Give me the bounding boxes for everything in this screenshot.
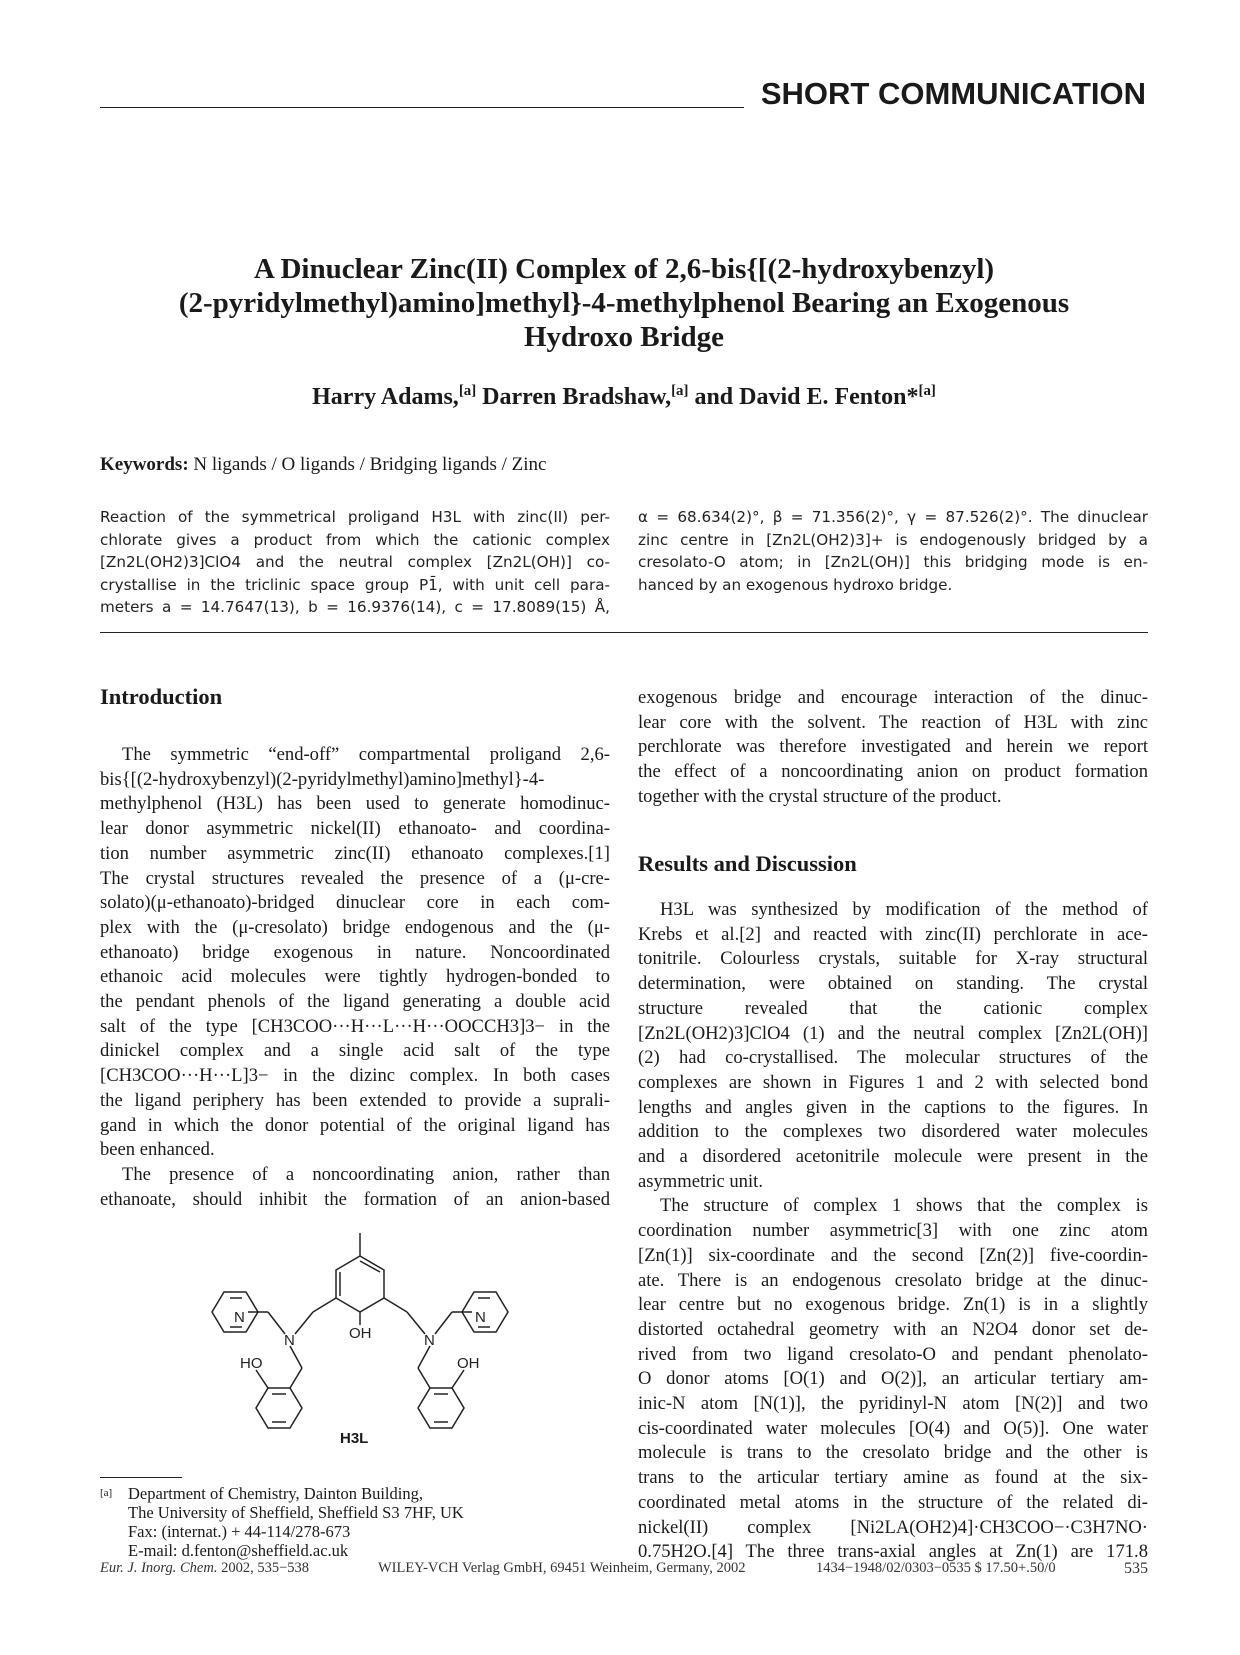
body-line: the effect of a noncoordinating anion on product formation [638,761,1148,783]
body-line: lear core with the solvent. The reaction of H3L with zinc [638,711,1148,733]
body-line: The symmetric “end-off” compartmental proligand 2,6- [122,744,610,765]
body-line: asymmetric unit. [638,1170,763,1192]
body-line: gand in which the donor potential of the original ligand has [100,1114,610,1136]
body-line: lear centre but no exogenous bridge. Zn(1) is in a slightly [638,1294,1148,1316]
atom-label: N [234,1309,245,1326]
abstract-rule [100,632,1148,633]
body-line: ethanoato) bridge exogenous in nature. Noncoordinated [100,941,610,963]
body-line: (2) had co-crystallised. The molecular structures of the [638,1047,1148,1069]
author-list [100,384,1148,411]
body-line: ate. There is an endogenous cresolato bridge at the dinuc- [638,1269,1148,1291]
body-line: H3L was synthesized by modification of the method of [660,899,1148,920]
body-line: and a disordered acetonitrile molecule were present in the [638,1146,1148,1168]
atom-label: HO [240,1355,263,1372]
body-line: distorted octahedral geometry with an N2O4 donor set de- [638,1318,1148,1340]
body-line: 0.75H2O.[4] The three trans-axial angles at Zn(1) are 171.8 [638,1541,1148,1563]
footer-issn: 1434−1948/02/0303−0535 $ 17.50+.50/0 [816,1560,1056,1576]
body-line: addition to the complexes two disordered water molecules [638,1121,1148,1143]
body-line: lear donor asymmetric nickel(II) ethanoato- and coordina- [100,818,610,840]
author-name: and David E. Fenton* [688,384,919,410]
body-line: the pendant phenols of the ligand generating a double acid [100,991,610,1013]
body-line: determination, were obtained on standing. The crystal [638,973,1148,995]
body-line: salt of the type [CH3COO···H···L···H···OOCCH3]3− in the [100,1015,610,1037]
body-line: trans to the articular tertiary amine as found at the six- [638,1467,1148,1489]
intro-paragraph-1 [100,743,610,1212]
body-line: The structure of complex 1 shows that the complex is [660,1195,1148,1217]
section-label: SHORT COMMUNICATION [760,76,1146,111]
body-line: [Zn(1)] six-coordinate and the second [Zn(2)] five-coordin- [638,1244,1148,1266]
body-line: bis{[(2-hydroxybenzyl)(2-pyridylmethyl)amino]methyl}-4- [100,768,545,790]
body-line: [Zn2L(OH2)3]ClO4 (1) and the neutral complex [Zn2L(OH)] [638,1022,1148,1044]
abstract-line: zinc centre in [Zn2L(OH2)3]+ is endogenously bridged by a [638,530,1148,549]
body-line: The presence of a noncoordinating anion, rather than [122,1163,610,1185]
body-line: together with the crystal structure of the product. [638,785,1002,807]
abstract-left [100,506,610,619]
body-line: exogenous bridge and encourage interaction of the dinuc- [638,687,1148,708]
keywords-text: N ligands / O ligands / Bridging ligands / Zinc [188,454,547,475]
title-line: Hydroxo Bridge [523,321,725,353]
footer-publisher: WILEY-VCH Verlag GmbH, 69451 Weinheim, Germany, 2002 [378,1560,746,1576]
author-affiliation: [a] [671,383,689,399]
right-column-continuation [638,686,1148,810]
body-line: tion number asymmetric zinc(II) ethanoato complexes.[1] [100,842,610,864]
title-line: A Dinuclear Zinc(II) Complex of 2,6-bis{[(2-hydroxybenzyl) [253,253,995,285]
central-ring [336,1256,384,1312]
atom-label: OH [349,1325,372,1342]
author-affiliation: [a] [458,383,477,399]
body-line: perchlorate was therefore investigated and herein we report [638,736,1148,758]
body-line: molecule is trans to the cresolato bridge and the other is [638,1442,1148,1464]
body-line: structure revealed that the cationic complex [638,997,1148,1019]
body-line: coordinated metal atoms in the structure of the related di- [638,1491,1148,1513]
footnote-email[interactable]: E-mail: d.fenton@sheffield.ac.uk [128,1541,349,1560]
body-line: O donor atoms [O(1) and O(2)], an articular tertiary am- [638,1368,1148,1390]
header-rule [100,107,744,108]
body-line: dinickel complex and a single acid salt of the type [100,1040,610,1062]
abstract-line: meters a = 14.7647(13), b = 16.9376(14), c = 17.8089(15) Å, [100,598,610,616]
body-line: The crystal structures revealed the presence of a (μ-cre- [100,867,610,889]
body-line: ethanoate, should inhibit the formation of an anion-based [100,1188,610,1210]
ligand-structure [210,1228,510,1450]
body-line: [CH3COO···H···L]3− in the dizinc complex. In both cases [100,1065,610,1087]
body-line: cis-coordinated water molecules [O(4) and O(5)]. One water [638,1417,1148,1439]
footer-citation [100,1560,309,1577]
footer-journal: Eur. J. Inorg. Chem. [100,1560,218,1576]
abstract-line: Reaction of the symmetrical proligand H3L with zinc(II) per- [100,508,610,526]
footer-year-pages: 2002, 535−538 [217,1560,310,1576]
body-line: coordination number asymmetric[3] with one zinc atom [638,1220,1148,1242]
abstract-line: hanced by an exogenous hydroxo bridge. [638,575,953,594]
abstract-line: cresolato-O atom; in [Zn2L(OH)] this bridging mode is en- [638,553,1148,571]
abstract-line: chlorate gives a product from which the cationic complex [100,530,610,549]
body-line: inic-N atom [N(1)], the pyridinyl-N atom [N(2)] and two [638,1393,1148,1415]
section-heading-results: Results and Discussion [638,851,857,876]
author-name: Harry Adams, [312,384,459,410]
body-line: nickel(II) complex [Ni2LA(OH2)4]·CH3COO−·C3H7NO· [638,1516,1148,1538]
abstract-right [638,506,1148,596]
footnote-line: Fax: (internat.) + 44-114/278-673 [128,1522,351,1541]
body-line: rived from two ligand cresolato-O and pendant phenolato- [638,1343,1148,1365]
body-line: complexes are shown in Figures 1 and 2 with selected bond [638,1071,1148,1093]
footnote-line: Department of Chemistry, Dainton Building, [128,1484,423,1503]
author-affiliation: [a] [918,383,936,399]
footnote-line: The University of Sheffield, Sheffield S3 7HF, UK [128,1503,464,1522]
body-line: Krebs et al.[2] and reacted with zinc(II) perchlorate in ace- [638,923,1148,945]
body-line: methylphenol (H3L) has been used to generate homodinuc- [100,793,610,815]
atom-label: N [424,1332,435,1349]
abstract-line: α = 68.634(2)°, β = 71.356(2)°, γ = 87.526(2)°. The dinuclear [638,508,1148,526]
atom-label: OH [457,1355,480,1372]
structure-label: H3L [340,1430,369,1447]
page-number: 535 [1124,1560,1148,1577]
abstract-line: crystallise in the triclinic space group P1̄, with unit cell para- [100,575,610,594]
keywords [100,454,546,476]
body-line: the ligand periphery has been extended to provide a suprali- [100,1089,610,1111]
body-line: tonitrile. Colourless crystals, suitable for X-ray structural [638,948,1148,970]
body-line: plex with the (μ-cresolato) bridge endogenous and the (μ- [100,916,610,938]
section-heading-introduction: Introduction [100,684,223,709]
author-name: Darren Bradshaw, [476,384,672,410]
body-line: ethanoic acid molecules were tightly hydrogen-bonded to [100,966,610,988]
keywords-label: Keywords: [100,454,189,475]
abstract-line: [Zn2L(OH2)3]ClO4 and the neutral complex [Zn2L(OH)] co- [100,553,610,571]
atom-label: N [284,1332,295,1349]
results-paragraph-1 [638,898,1148,1565]
article-title [100,252,1148,354]
body-line: lengths and angles given in the captions to the figures. In [638,1096,1148,1118]
body-line: solato)(μ-ethanoato)-bridged dinuclear core in each com- [100,892,610,914]
body-line: been enhanced. [100,1139,215,1161]
footnote-mark: [a] [100,1487,113,1499]
title-line: (2-pyridylmethyl)amino]methyl}-4-methylphenol Bearing an Exogenous [178,287,1070,319]
atom-label: N [475,1309,486,1326]
footnote-rule [100,1477,182,1478]
